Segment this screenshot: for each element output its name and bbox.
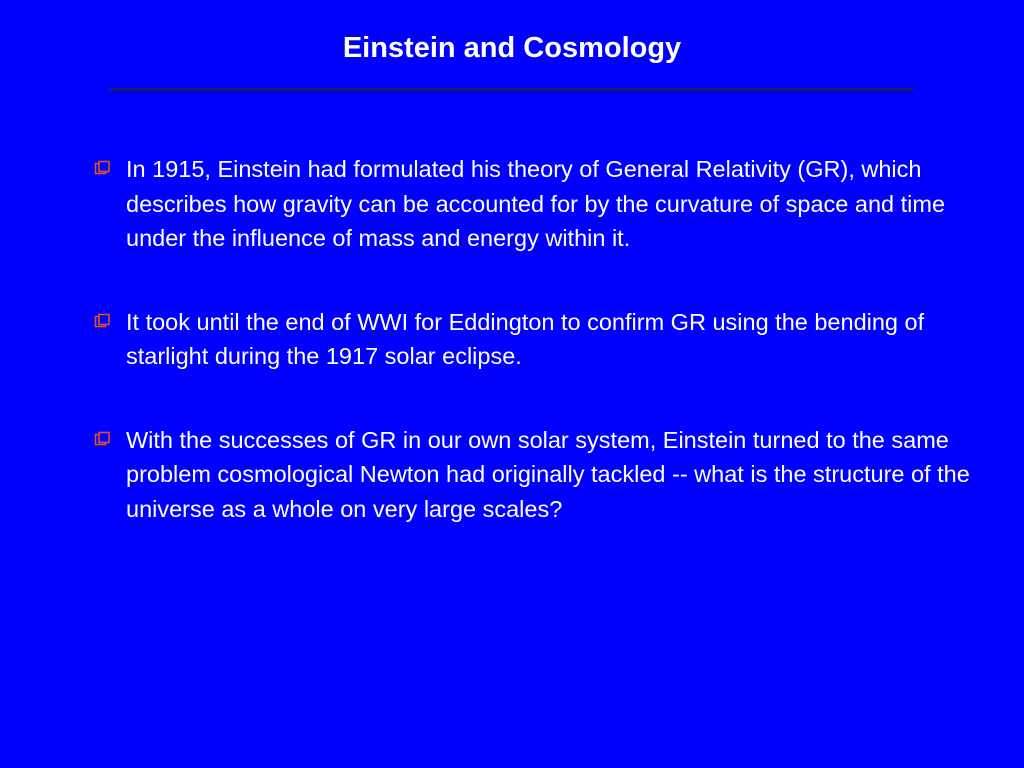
bullet-item bbox=[94, 305, 974, 374]
slide-title: Einstein and Cosmology bbox=[342, 32, 682, 64]
hollow-square-icon bbox=[94, 160, 110, 176]
bullet-item bbox=[94, 152, 974, 256]
hollow-square-icon bbox=[94, 313, 110, 329]
bullet-text: With the successes of GR in our own solar system, Einstein turned to the same problem cosmological Newton had originally tackled -- what is the structure of the universe as a whole on very large scales? bbox=[126, 426, 970, 522]
bullet-item bbox=[94, 423, 974, 527]
bullet-list bbox=[94, 152, 974, 575]
bullet-text: It took until the end of WWI for Eddington to confirm GR using the bending of starlight during the 1917 solar eclipse. bbox=[126, 308, 925, 369]
bullet-text: In 1915, Einstein had formulated his theory of General Relativity (GR), which describes how gravity can be accounted for by the curvature of space and time under the influence of mass and energy within it. bbox=[126, 156, 946, 251]
title-divider bbox=[109, 88, 914, 91]
hollow-square-icon bbox=[94, 431, 110, 447]
